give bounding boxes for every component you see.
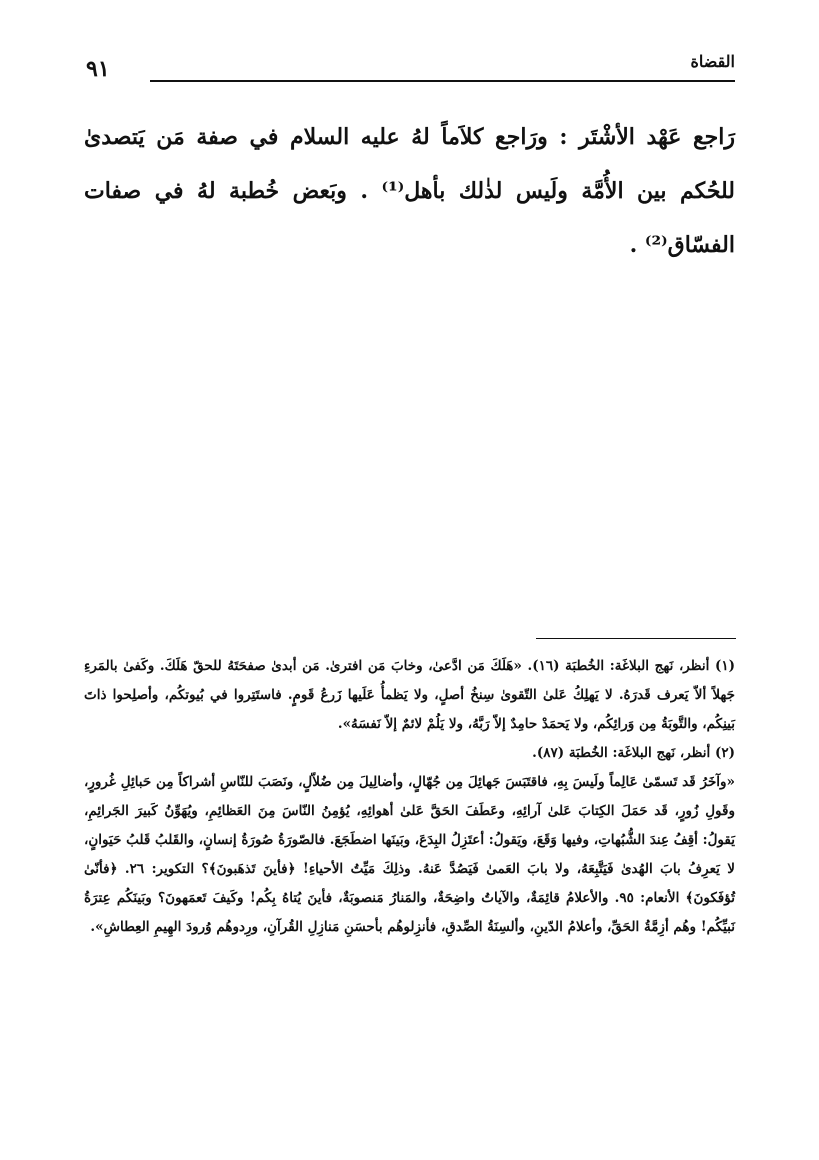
footnote-number: (٢) (714, 745, 735, 761)
footnotes (84, 652, 735, 942)
footnote-text: «هَلَكَ مَن ادَّعىٰ، وخابَ مَن افترىٰ. مَن أبدىٰ صفحَتَهُ للحقّ هَلَكَ. وكَفىٰ بالمَرءِ جَهلاً ألاّ يَعرف قَدرَهُ. لا يَهلِكُ عَلىٰ التّقوىٰ سِنخُ أصلٍ، ولا يَظمأُ عَلَيها زَرعُ قَومٍ. فاستَتِروا في بُيوتكُم، وأصلِحوا ذاتَ بَينِكُم، والتَّوبَةُ مِن وَرائِكُم، ولا يَحمَدْ حامِدٌ إلاّ رَبَّهُ، ولا يَلُمْ لائمٌ إلاّ نَفسَهُ». (84, 658, 735, 732)
footnote-separator (536, 638, 736, 639)
header-rule (150, 80, 735, 82)
footnote-2 (84, 739, 735, 942)
page-number: ٩١ (86, 56, 110, 82)
footnote-number: (١) (714, 658, 736, 674)
footnote-1 (84, 652, 735, 739)
footnote-text: «وآخَرُ قَد تَسمّىٰ عَالِماً ولَيسَ بِهِ، فاقتَبَسَ جَهائِلَ مِن جُهّالٍ، وأضالِيلَ مِن ضُلاّلٍ، ونَصَبَ للنّاسِ أشراكاً مِن حَبائِلِ غُرورٍ، وقَولِ زُورٍ، قَد حَمَلَ الكِتابَ عَلىٰ آرائِهِ، وعَطَفَ الحَقَّ عَلىٰ أهوائِهِ، يُؤمِنُ النّاسَ مِنَ العَظائِمِ، ويُهَوِّنُ كَبيرَ الجَرائِمِ، يَقولُ: أقِفُ عِندَ الشُّبُهاتِ، وفيها وَقَعَ، ويَقولُ: أعتَزِلُ البِدَعَ، وبَينَها اضطَجَعَ. فالصّورَةُ صُورَةُ إنسانٍ، والقَلبُ قَلبُ حَيَوانٍ، لا يَعرِفُ بابَ الهُدىٰ فَيَتَّبِعَهُ، ولا بابَ العَمىٰ فَيَصُدَّ عَنهُ. وذلِكَ مَيِّتُ الأحياءِ! ﴿فأينَ تَذهَبونَ﴾؟ التكوير: ٢٦. ﴿فأنّىٰ تُؤفَكونَ﴾ الأنعام: ٩٥. والأعلامُ قائِمَةٌ، والآياتُ واضِحَةٌ، والمَنارُ مَنصوبَةٌ، فأينَ يُتاهُ بِكُم! وكَيفَ تَعمَهونَ؟ وبَينَكُم عِترَةُ نَبيِّكُم! وهُم أزِمَّةُ الحَقِّ، وأعلامُ الدّينِ، وألسِنَةُ الصِّدقِ، فأنزِلوهُم بأحسَنِ مَنازِلِ القُرآنِ، ورِدوهُم وُرودَ الهِيمِ العِطاشِ». (84, 774, 735, 935)
footnote-source: أنظر، نَهج البلاغَة: الخُطبَة (١٦). (527, 658, 710, 674)
page-header (84, 50, 735, 84)
running-title: القضاة (690, 52, 735, 71)
footnote-source: أنظر، نَهج البلاغَة: الخُطبَة (٨٧). (532, 745, 711, 761)
main-paragraph: رَاجع عَهْد الأشْتَر : ورَاجع كلاَماً لهُ عليه السلام في صفة مَن يَتصدىٰ للحُكم بين الأُمَّة ولَيس لذٰلك بأهل⁽¹⁾ . وبَعض خُطبة لهُ في صفات الفسّاق⁽²⁾ . (84, 124, 736, 258)
